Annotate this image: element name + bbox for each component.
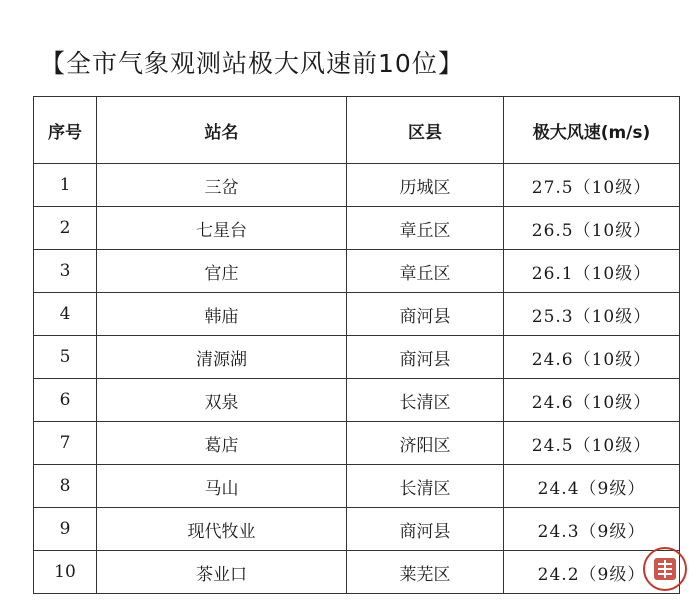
header-index: 序号 [34, 97, 97, 164]
cell-district: 莱芜区 [347, 551, 504, 594]
cell-index: 9 [34, 508, 97, 551]
table-row [34, 293, 680, 336]
cell-station: 现代牧业 [97, 508, 347, 551]
cell-station: 清源湖 [97, 336, 347, 379]
cell-district: 历城区 [347, 164, 504, 207]
table-row [34, 551, 680, 594]
cell-district: 长清区 [347, 379, 504, 422]
cell-index: 6 [34, 379, 97, 422]
cell-index: 7 [34, 422, 97, 465]
cell-index: 5 [34, 336, 97, 379]
cell-district: 章丘区 [347, 207, 504, 250]
table-header-row [34, 97, 680, 164]
cell-index: 1 [34, 164, 97, 207]
table-row [34, 508, 680, 551]
cell-max-wind: 24.3（9级） [504, 508, 680, 551]
cell-station: 双泉 [97, 379, 347, 422]
cell-max-wind: 26.5（10级） [504, 207, 680, 250]
cell-station: 三岔 [97, 164, 347, 207]
cell-district: 商河县 [347, 336, 504, 379]
table-row [34, 164, 680, 207]
header-station: 站名 [97, 97, 347, 164]
cell-district: 长清区 [347, 465, 504, 508]
watermark-logo-icon [642, 546, 688, 592]
cell-max-wind: 24.5（10级） [504, 422, 680, 465]
cell-district: 商河县 [347, 508, 504, 551]
cell-district: 商河县 [347, 293, 504, 336]
header-max-wind: 极大风速(m/s) [504, 97, 680, 164]
cell-station: 茶业口 [97, 551, 347, 594]
cell-max-wind: 27.5（10级） [504, 164, 680, 207]
cell-district: 章丘区 [347, 250, 504, 293]
table-row [34, 250, 680, 293]
table-row [34, 207, 680, 250]
table-row [34, 379, 680, 422]
cell-station: 马山 [97, 465, 347, 508]
page-title: 【全市气象观测站极大风速前10位】 [40, 49, 464, 78]
wind-speed-table [33, 96, 680, 594]
cell-index: 8 [34, 465, 97, 508]
cell-index: 3 [34, 250, 97, 293]
cell-district: 济阳区 [347, 422, 504, 465]
table-row [34, 465, 680, 508]
table-row [34, 422, 680, 465]
table-row [34, 336, 680, 379]
cell-max-wind: 24.2（9级） [504, 551, 680, 594]
cell-station: 官庄 [97, 250, 347, 293]
cell-station: 韩庙 [97, 293, 347, 336]
cell-max-wind: 25.3（10级） [504, 293, 680, 336]
cell-index: 4 [34, 293, 97, 336]
header-district: 区县 [347, 97, 504, 164]
cell-max-wind: 24.6（10级） [504, 336, 680, 379]
cell-index: 2 [34, 207, 97, 250]
cell-station: 葛店 [97, 422, 347, 465]
cell-station: 七星台 [97, 207, 347, 250]
cell-max-wind: 24.4（9级） [504, 465, 680, 508]
cell-max-wind: 24.6（10级） [504, 379, 680, 422]
cell-index: 10 [34, 551, 97, 594]
cell-max-wind: 26.1（10级） [504, 250, 680, 293]
